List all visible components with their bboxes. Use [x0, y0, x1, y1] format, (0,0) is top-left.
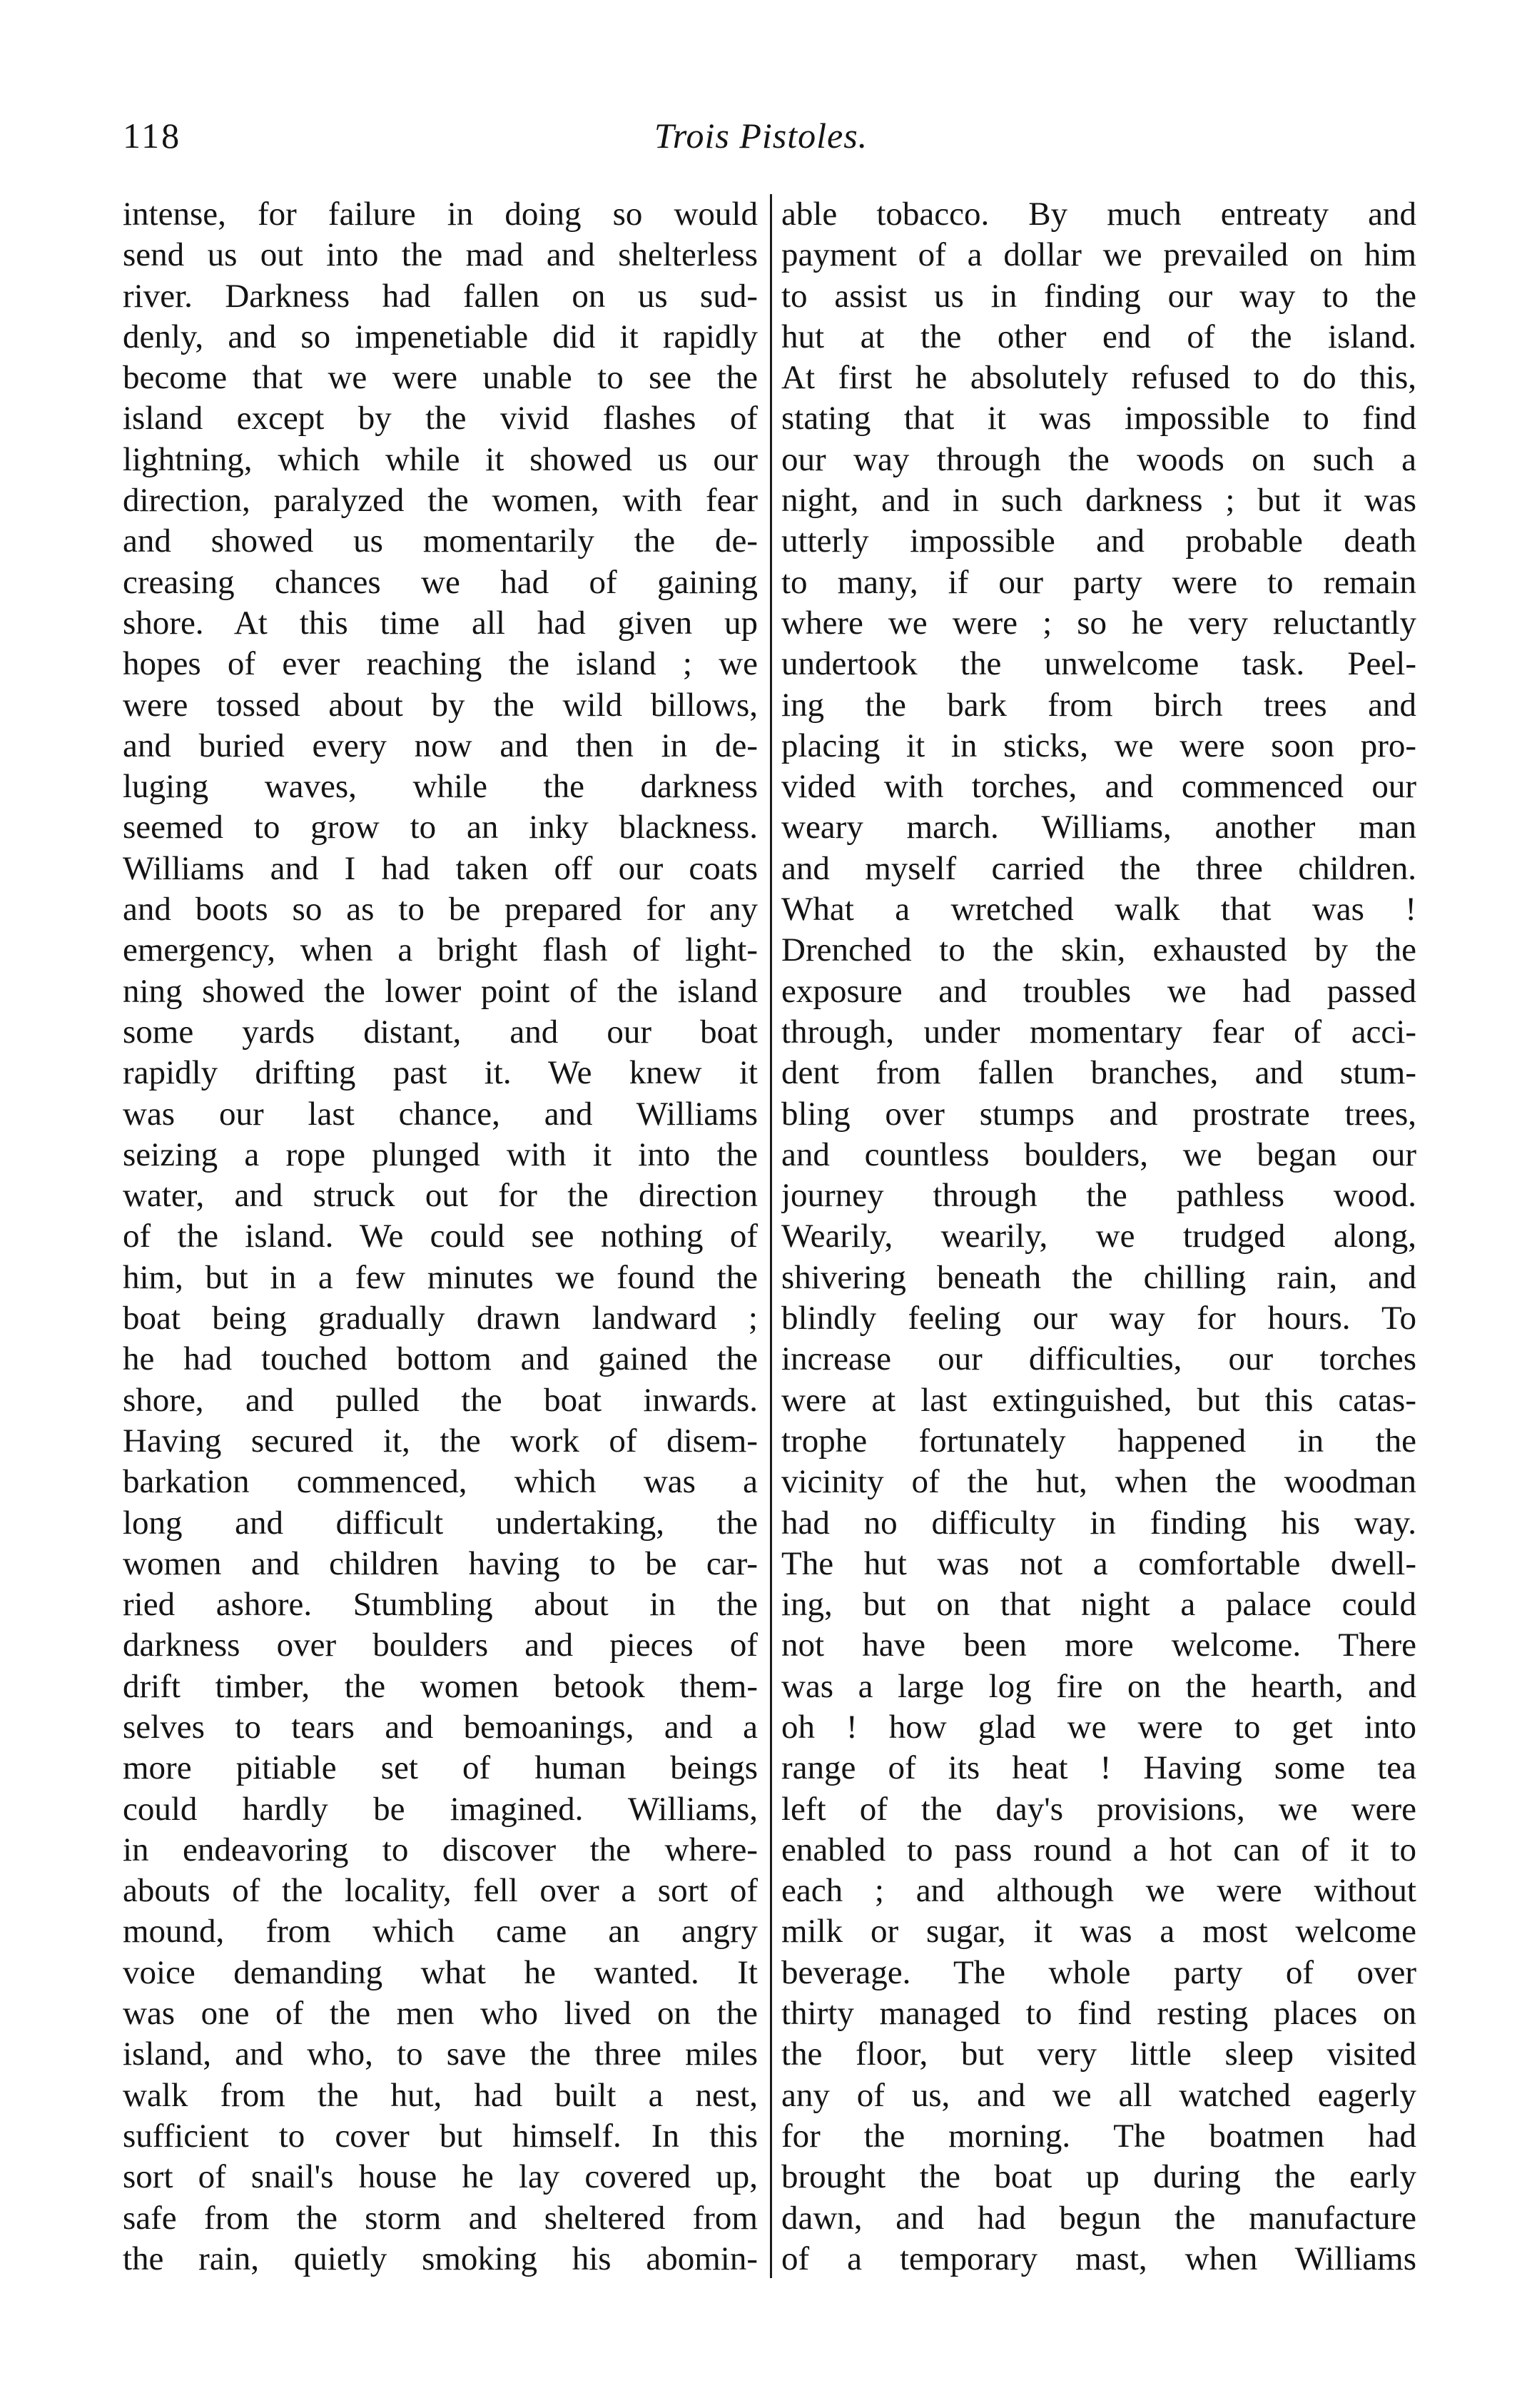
- text-line: darkness over boulders and pieces of: [123, 1627, 758, 1664]
- text-line: payment of a dollar we prevailed on him: [781, 236, 1416, 274]
- text-line: thirty managed to find resting places on: [781, 1995, 1416, 2033]
- text-line: Wearily, wearily, we trudged along,: [781, 1218, 1416, 1255]
- text-line: trophe fortunately happened in the: [781, 1422, 1416, 1460]
- text-line: the rain, quietly smoking his abomin-: [123, 2240, 758, 2277]
- text-line: dent from fallen branches, and stum-: [781, 1054, 1416, 1092]
- text-line: rapidly drifting past it. We knew it: [123, 1054, 758, 1092]
- text-line: journey through the pathless wood.: [781, 1177, 1416, 1215]
- text-line: walk from the hut, had built a nest,: [123, 2076, 758, 2114]
- text-line: was our last chance, and Williams: [123, 1095, 758, 1133]
- text-line: At first he absolutely refused to do this,: [781, 359, 1416, 397]
- text-line: mound, from which came an angry: [123, 1913, 758, 1951]
- text-line: our way through the woods on such a: [781, 440, 1416, 478]
- text-line: range of its heat ! Having some tea: [781, 1749, 1416, 1787]
- text-line: shore, and pulled the boat inwards.: [123, 1381, 758, 1419]
- text-line: milk or sugar, it was a most welcome: [781, 1913, 1416, 1951]
- text-line: barkation commenced, which was a: [123, 1463, 758, 1501]
- text-line: lightning, which while it showed us our: [123, 440, 758, 478]
- text-line: each ; and although we were without: [781, 1872, 1416, 1910]
- text-line: left of the day's provisions, we were: [781, 1790, 1416, 1828]
- text-line: hopes of ever reaching the island ; we: [123, 645, 758, 683]
- text-line: send us out into the mad and shelterless: [123, 236, 758, 274]
- text-line: weary march. Williams, another man: [781, 809, 1416, 846]
- text-line: in endeavoring to discover the where-: [123, 1831, 758, 1868]
- text-line: The hut was not a comfortable dwell-: [781, 1544, 1416, 1582]
- text-line: vided with torches, and commenced our: [781, 768, 1416, 806]
- page-number: 118: [123, 116, 182, 156]
- text-line: blindly feeling our way for hours. To: [781, 1300, 1416, 1337]
- text-line: safe from the storm and sheltered from: [123, 2199, 758, 2237]
- text-line: ing, but on that night a palace could: [781, 1586, 1416, 1624]
- text-line: able tobacco. By much entreaty and: [781, 196, 1416, 233]
- text-line: water, and struck out for the direction: [123, 1177, 758, 1215]
- text-line: more pitiable set of human beings: [123, 1749, 758, 1787]
- text-line: become that we were unable to see the: [123, 359, 758, 397]
- text-line: selves to tears and bemoanings, and a: [123, 1708, 758, 1746]
- text-line: sort of snail's house he lay covered up,: [123, 2158, 758, 2196]
- text-line: river. Darkness had fallen on us sud-: [123, 277, 758, 315]
- text-line: placing it in sticks, we were soon pro-: [781, 727, 1416, 764]
- text-line: were at last extinguished, but this catas-: [781, 1381, 1416, 1419]
- text-line: to many, if our party were to remain: [781, 563, 1416, 601]
- text-line: ning showed the lower point of the island: [123, 972, 758, 1010]
- text-line: and countless boulders, we began our: [781, 1135, 1416, 1173]
- text-line: some yards distant, and our boat: [123, 1013, 758, 1051]
- text-line: emergency, when a bright flash of light-: [123, 931, 758, 969]
- column-divider: [770, 194, 772, 2278]
- text-line: and myself carried the three children.: [781, 849, 1416, 887]
- text-line: night, and in such darkness ; but it was: [781, 482, 1416, 520]
- text-line: was one of the men who lived on the: [123, 1995, 758, 2033]
- text-line: sufficient to cover but himself. In this: [123, 2117, 758, 2155]
- text-line: beverage. The whole party of over: [781, 1953, 1416, 1991]
- text-line: oh ! how glad we were to get into: [781, 1708, 1416, 1746]
- text-line: shivering beneath the chilling rain, and: [781, 1258, 1416, 1296]
- text-line: not have been more welcome. There: [781, 1627, 1416, 1664]
- text-line: brought the boat up during the early: [781, 2158, 1416, 2196]
- text-line: hut at the other end of the island.: [781, 318, 1416, 355]
- text-line: island except by the vivid flashes of: [123, 400, 758, 437]
- text-line: long and difficult undertaking, the: [123, 1504, 758, 1542]
- text-line: undertook the unwelcome task. Peel-: [781, 645, 1416, 683]
- text-line: vicinity of the hut, when the woodman: [781, 1463, 1416, 1501]
- text-line: creasing chances we had of gaining: [123, 563, 758, 601]
- text-line: women and children having to be car-: [123, 1544, 758, 1582]
- text-line: ried ashore. Stumbling about in the: [123, 1586, 758, 1624]
- text-line: dawn, and had begun the manufacture: [781, 2199, 1416, 2237]
- text-line: and showed us momentarily the de-: [123, 522, 758, 560]
- running-title: Trois Pistoles.: [654, 116, 868, 156]
- text-line: direction, paralyzed the women, with fear: [123, 482, 758, 520]
- text-line: Williams and I had taken off our coats: [123, 849, 758, 887]
- text-line: through, under momentary fear of acci-: [781, 1013, 1416, 1051]
- text-line: was a large log fire on the hearth, and: [781, 1667, 1416, 1705]
- text-line: increase our difficulties, our torches: [781, 1340, 1416, 1378]
- text-line: denly, and so impenetiable did it rapidly: [123, 318, 758, 355]
- text-line: What a wretched walk that was !: [781, 891, 1416, 929]
- text-line: island, and who, to save the three miles: [123, 2035, 758, 2073]
- text-line: any of us, and we all watched eagerly: [781, 2076, 1416, 2114]
- text-line: luging waves, while the darkness: [123, 768, 758, 806]
- text-line: Having secured it, the work of disem-: [123, 1422, 758, 1460]
- text-line: stating that it was impossible to find: [781, 400, 1416, 437]
- text-line: boat being gradually drawn landward ;: [123, 1300, 758, 1337]
- text-line: seemed to grow to an inky blackness.: [123, 809, 758, 846]
- text-line: and boots so as to be prepared for any: [123, 891, 758, 929]
- text-line: could hardly be imagined. Williams,: [123, 1790, 758, 1828]
- text-line: where we were ; so he very reluctantly: [781, 604, 1416, 642]
- left-text-column: [123, 194, 758, 2280]
- text-line: and buried every now and then in de-: [123, 727, 758, 764]
- text-line: the floor, but very little sleep visited: [781, 2035, 1416, 2073]
- text-line: seizing a rope plunged with it into the: [123, 1135, 758, 1173]
- text-line: shore. At this time all had given up: [123, 604, 758, 642]
- text-line: Drenched to the skin, exhausted by the: [781, 931, 1416, 969]
- text-line: for the morning. The boatmen had: [781, 2117, 1416, 2155]
- text-line: intense, for failure in doing so would: [123, 196, 758, 233]
- text-line: had no difficulty in finding his way.: [781, 1504, 1416, 1542]
- text-line: utterly impossible and probable death: [781, 522, 1416, 560]
- text-line: bling over stumps and prostrate trees,: [781, 1095, 1416, 1133]
- text-line: of a temporary mast, when Williams: [781, 2240, 1416, 2277]
- text-line: ing the bark from birch trees and: [781, 686, 1416, 724]
- text-line: voice demanding what he wanted. It: [123, 1953, 758, 1991]
- text-line: him, but in a few minutes we found the: [123, 1258, 758, 1296]
- text-line: drift timber, the women betook them-: [123, 1667, 758, 1705]
- text-line: were tossed about by the wild billows,: [123, 686, 758, 724]
- text-line: he had touched bottom and gained the: [123, 1340, 758, 1378]
- text-line: enabled to pass round a hot can of it to: [781, 1831, 1416, 1868]
- text-line: exposure and troubles we had passed: [781, 972, 1416, 1010]
- right-text-column: [781, 194, 1416, 2280]
- text-line: of the island. We could see nothing of: [123, 1218, 758, 1255]
- text-line: abouts of the locality, fell over a sort of: [123, 1872, 758, 1910]
- text-line: to assist us in finding our way to the: [781, 277, 1416, 315]
